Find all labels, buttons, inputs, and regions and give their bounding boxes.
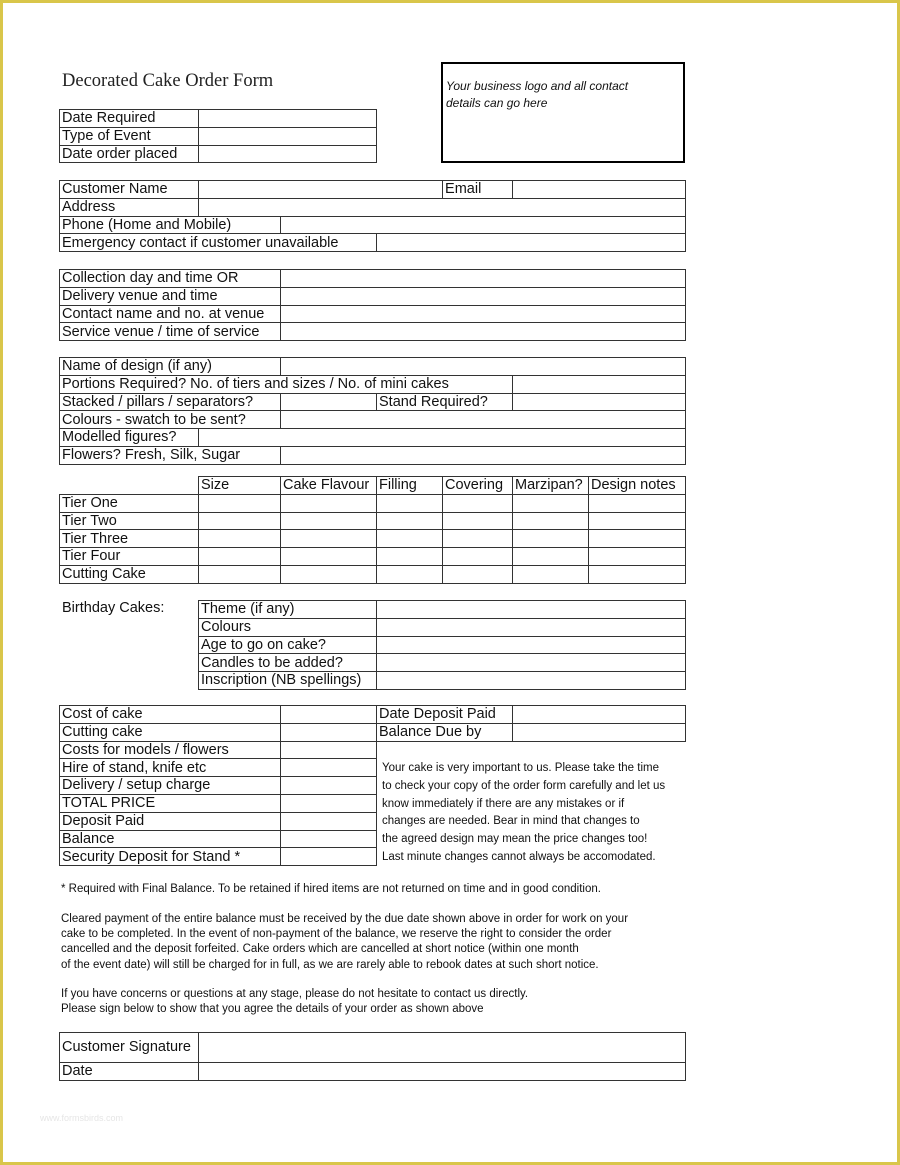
phone-label: Phone (Home and Mobile) <box>60 216 281 234</box>
note-line: the agreed design may mean the price changes too! <box>382 833 648 846</box>
watermark: www.formsbirds.com <box>40 1113 124 1123</box>
security-deposit-label: Security Deposit for Stand * <box>60 848 281 866</box>
balance-field[interactable] <box>281 830 377 848</box>
hire-cost-field[interactable] <box>281 759 377 777</box>
tier-cell[interactable] <box>199 565 281 583</box>
payment-terms <box>61 912 628 973</box>
inscription-field[interactable] <box>377 672 686 690</box>
tier-cell[interactable] <box>199 548 281 566</box>
table-row <box>60 512 686 530</box>
note-line: know immediately if there are any mistakes or if <box>382 797 625 810</box>
venue-contact-field[interactable] <box>281 305 686 323</box>
table-row <box>60 393 686 411</box>
table-row <box>60 411 686 429</box>
form-title: Decorated Cake Order Form <box>62 71 274 91</box>
tier-cell[interactable] <box>281 548 377 566</box>
cost-of-cake-field[interactable] <box>281 706 377 724</box>
signature-date-label: Date <box>60 1063 199 1081</box>
table-row <box>60 198 686 216</box>
date-deposit-paid-field[interactable] <box>513 706 686 724</box>
table-row <box>60 446 686 464</box>
tier-cell[interactable] <box>377 530 443 548</box>
service-venue-label: Service venue / time of service <box>60 323 281 341</box>
note-line: Last minute changes cannot always be accomodated. <box>382 850 656 863</box>
table-row <box>60 548 686 566</box>
costs-table <box>59 705 377 866</box>
tier-cell[interactable] <box>199 494 281 512</box>
customer-name-label: Customer Name <box>60 181 199 199</box>
note-line: Your cake is very important to us. Please take the time <box>382 762 659 774</box>
table-row <box>60 494 686 512</box>
emergency-contact-label: Emergency contact if customer unavailable <box>60 234 377 252</box>
table-row <box>60 848 377 866</box>
tiers-header-cell: Filling <box>377 477 443 495</box>
tier-cell[interactable] <box>443 565 513 583</box>
models-cost-field[interactable] <box>281 741 377 759</box>
table-row <box>60 234 686 252</box>
table-row <box>60 741 377 759</box>
tiers-header-cell: Cake Flavour <box>281 477 377 495</box>
date-deposit-paid-label: Date Deposit Paid <box>377 706 513 724</box>
table-row <box>60 216 686 234</box>
birthday-table <box>198 600 686 690</box>
service-venue-field[interactable] <box>281 323 686 341</box>
cutting-cake-cost-label: Cutting cake <box>60 723 281 741</box>
terms-line: cake to be completed. In the event of non-payment of the balance, we reserve the right to consider the order <box>61 928 612 941</box>
tier-cell[interactable] <box>513 548 589 566</box>
table-row <box>199 654 686 672</box>
table-row <box>377 723 686 741</box>
table-row <box>199 601 686 619</box>
logo-note-line: details can go here <box>446 96 548 110</box>
signature-date-field[interactable] <box>199 1063 686 1081</box>
tier-cell[interactable] <box>377 565 443 583</box>
delivery-table <box>59 269 686 341</box>
hire-cost-label: Hire of stand, knife etc <box>60 759 281 777</box>
date-required-label: Date Required <box>60 110 199 128</box>
delivery-charge-field[interactable] <box>281 777 377 795</box>
portions-field[interactable] <box>513 375 686 393</box>
stand-required-label: Stand Required? <box>377 393 513 411</box>
type-of-event-label: Type of Event <box>60 127 199 145</box>
age-field[interactable] <box>377 636 686 654</box>
tier-row-label: Tier One <box>60 494 199 512</box>
table-row <box>199 636 686 654</box>
tier-cell[interactable] <box>377 494 443 512</box>
deposit-paid-label: Deposit Paid <box>60 812 281 830</box>
tiers-header-row <box>60 477 686 495</box>
total-price-label: TOTAL PRICE <box>60 794 281 812</box>
table-row <box>60 777 377 795</box>
portions-label: Portions Required? No. of tiers and sizes / No. of mini cakes <box>60 375 513 393</box>
table-row <box>60 323 686 341</box>
design-table <box>59 357 686 465</box>
candles-label: Candles to be added? <box>199 654 377 672</box>
tiers-header-cell: Marzipan? <box>513 477 589 495</box>
tier-cell[interactable] <box>443 548 513 566</box>
emergency-contact-field[interactable] <box>377 234 686 252</box>
tier-cell[interactable] <box>281 565 377 583</box>
signature-table <box>59 1032 686 1081</box>
delivery-charge-label: Delivery / setup charge <box>60 777 281 795</box>
tier-cell[interactable] <box>377 548 443 566</box>
tier-row-label: Tier Four <box>60 548 199 566</box>
deposit-dates-table <box>376 705 686 742</box>
type-of-event-field[interactable] <box>199 127 377 145</box>
theme-field[interactable] <box>377 601 686 619</box>
terms-line: cancelled and the deposit forfeited. Cake orders which are cancelled at short notice (within one month <box>61 943 579 956</box>
footnote-text: * Required with Final Balance. To be retained if hired items are not returned on time and in good condition. <box>61 883 601 895</box>
table-row <box>60 375 686 393</box>
inscription-label: Inscription (NB spellings) <box>199 672 377 690</box>
email-label: Email <box>443 181 513 199</box>
date-order-placed-field[interactable] <box>199 145 377 163</box>
balance-due-label: Balance Due by <box>377 723 513 741</box>
event-details-table <box>59 109 377 163</box>
tier-cell[interactable] <box>281 512 377 530</box>
tier-row-label: Tier Three <box>60 530 199 548</box>
email-field[interactable] <box>513 181 686 199</box>
table-row <box>60 723 377 741</box>
footnote <box>61 882 601 897</box>
table-row <box>60 812 377 830</box>
table-row <box>60 794 377 812</box>
stacked-label: Stacked / pillars / separators? <box>60 393 281 411</box>
phone-field[interactable] <box>281 216 686 234</box>
tiers-corner <box>60 477 199 495</box>
design-name-field[interactable] <box>281 358 686 376</box>
modelled-figures-label: Modelled figures? <box>60 429 199 447</box>
note-line: to check your copy of the order form carefully and let us <box>382 779 666 792</box>
birthday-cakes-label: Birthday Cakes: <box>62 600 165 616</box>
date-required-field[interactable] <box>199 110 377 128</box>
table-row <box>199 672 686 690</box>
total-price-field[interactable] <box>281 794 377 812</box>
customer-table <box>59 180 686 252</box>
tiers-header-cell: Design notes <box>589 477 686 495</box>
logo-note-line: Your business logo and all contact <box>446 79 629 93</box>
tier-cell[interactable] <box>281 494 377 512</box>
tier-cell[interactable] <box>589 494 686 512</box>
age-label: Age to go on cake? <box>199 636 377 654</box>
tier-cell[interactable] <box>199 512 281 530</box>
table-row <box>60 706 377 724</box>
table-row <box>60 287 686 305</box>
tier-cell[interactable] <box>589 565 686 583</box>
tier-cell[interactable] <box>513 512 589 530</box>
tiers-header-cell: Covering <box>443 477 513 495</box>
collection-label: Collection day and time OR <box>60 270 281 288</box>
tier-cell[interactable] <box>281 530 377 548</box>
note-line: changes are needed. Bear in mind that changes to <box>382 815 640 828</box>
table-row <box>60 181 686 199</box>
tier-cell[interactable] <box>443 494 513 512</box>
customer-signature-field[interactable] <box>199 1033 686 1063</box>
logo-placeholder-box <box>441 62 685 163</box>
modelled-figures-field[interactable] <box>199 429 686 447</box>
table-row <box>60 429 686 447</box>
address-field[interactable] <box>199 198 686 216</box>
balance-label: Balance <box>60 830 281 848</box>
table-row <box>60 530 686 548</box>
candles-field[interactable] <box>377 654 686 672</box>
models-cost-label: Costs for models / flowers <box>60 741 281 759</box>
tiers-header-cell: Size <box>199 477 281 495</box>
table-row <box>60 145 377 163</box>
tier-cell[interactable] <box>199 530 281 548</box>
table-row <box>60 110 377 128</box>
colours-swatch-field[interactable] <box>281 411 686 429</box>
delivery-venue-label: Delivery venue and time <box>60 287 281 305</box>
stacked-field[interactable] <box>281 393 377 411</box>
balance-due-field[interactable] <box>513 723 686 741</box>
tier-cell[interactable] <box>513 530 589 548</box>
table-row <box>199 618 686 636</box>
theme-label: Theme (if any) <box>199 601 377 619</box>
table-row <box>60 127 377 145</box>
collection-field[interactable] <box>281 270 686 288</box>
customer-name-field[interactable] <box>199 181 443 199</box>
delivery-venue-field[interactable] <box>281 287 686 305</box>
flowers-field[interactable] <box>281 446 686 464</box>
stand-required-field[interactable] <box>513 393 686 411</box>
table-row <box>60 759 377 777</box>
tier-cell[interactable] <box>589 530 686 548</box>
contact-line: If you have concerns or questions at any stage, please do not hesitate to contact us directly. <box>61 988 529 1000</box>
contact-line: Please sign below to show that you agree the details of your order as shown above <box>61 1003 484 1016</box>
tier-cell[interactable] <box>589 548 686 566</box>
deposit-paid-field[interactable] <box>281 812 377 830</box>
customer-signature-label: Customer Signature <box>60 1033 199 1063</box>
important-note <box>382 760 688 867</box>
tier-cell[interactable] <box>513 494 589 512</box>
security-deposit-field[interactable] <box>281 848 377 866</box>
colours-swatch-label: Colours - swatch to be sent? <box>60 411 281 429</box>
birthday-colours-label: Colours <box>199 618 377 636</box>
table-row <box>60 830 377 848</box>
table-row <box>60 270 686 288</box>
date-order-placed-label: Date order placed <box>60 145 199 163</box>
birthday-colours-field[interactable] <box>377 618 686 636</box>
contact-note <box>61 987 528 1017</box>
tier-cell[interactable] <box>513 565 589 583</box>
design-name-label: Name of design (if any) <box>60 358 281 376</box>
table-row <box>60 305 686 323</box>
cutting-cake-cost-field[interactable] <box>281 723 377 741</box>
tier-cell[interactable] <box>377 512 443 530</box>
table-row <box>60 358 686 376</box>
tier-row-label: Tier Two <box>60 512 199 530</box>
table-row <box>377 706 686 724</box>
cost-of-cake-label: Cost of cake <box>60 706 281 724</box>
table-row <box>60 565 686 583</box>
table-row <box>60 1033 686 1063</box>
tier-cell[interactable] <box>589 512 686 530</box>
tier-row-label: Cutting Cake <box>60 565 199 583</box>
table-row <box>60 1063 686 1081</box>
tiers-table <box>59 476 686 584</box>
flowers-label: Flowers? Fresh, Silk, Sugar <box>60 446 281 464</box>
venue-contact-label: Contact name and no. at venue <box>60 305 281 323</box>
tier-cell[interactable] <box>443 512 513 530</box>
address-label: Address <box>60 198 199 216</box>
terms-line: Cleared payment of the entire balance must be received by the due date shown above in order for work on your <box>61 913 629 925</box>
tier-cell[interactable] <box>443 530 513 548</box>
terms-line: of the event date) will still be charged for in full, as we are rarely able to rebook dates at such short notice. <box>61 958 599 971</box>
